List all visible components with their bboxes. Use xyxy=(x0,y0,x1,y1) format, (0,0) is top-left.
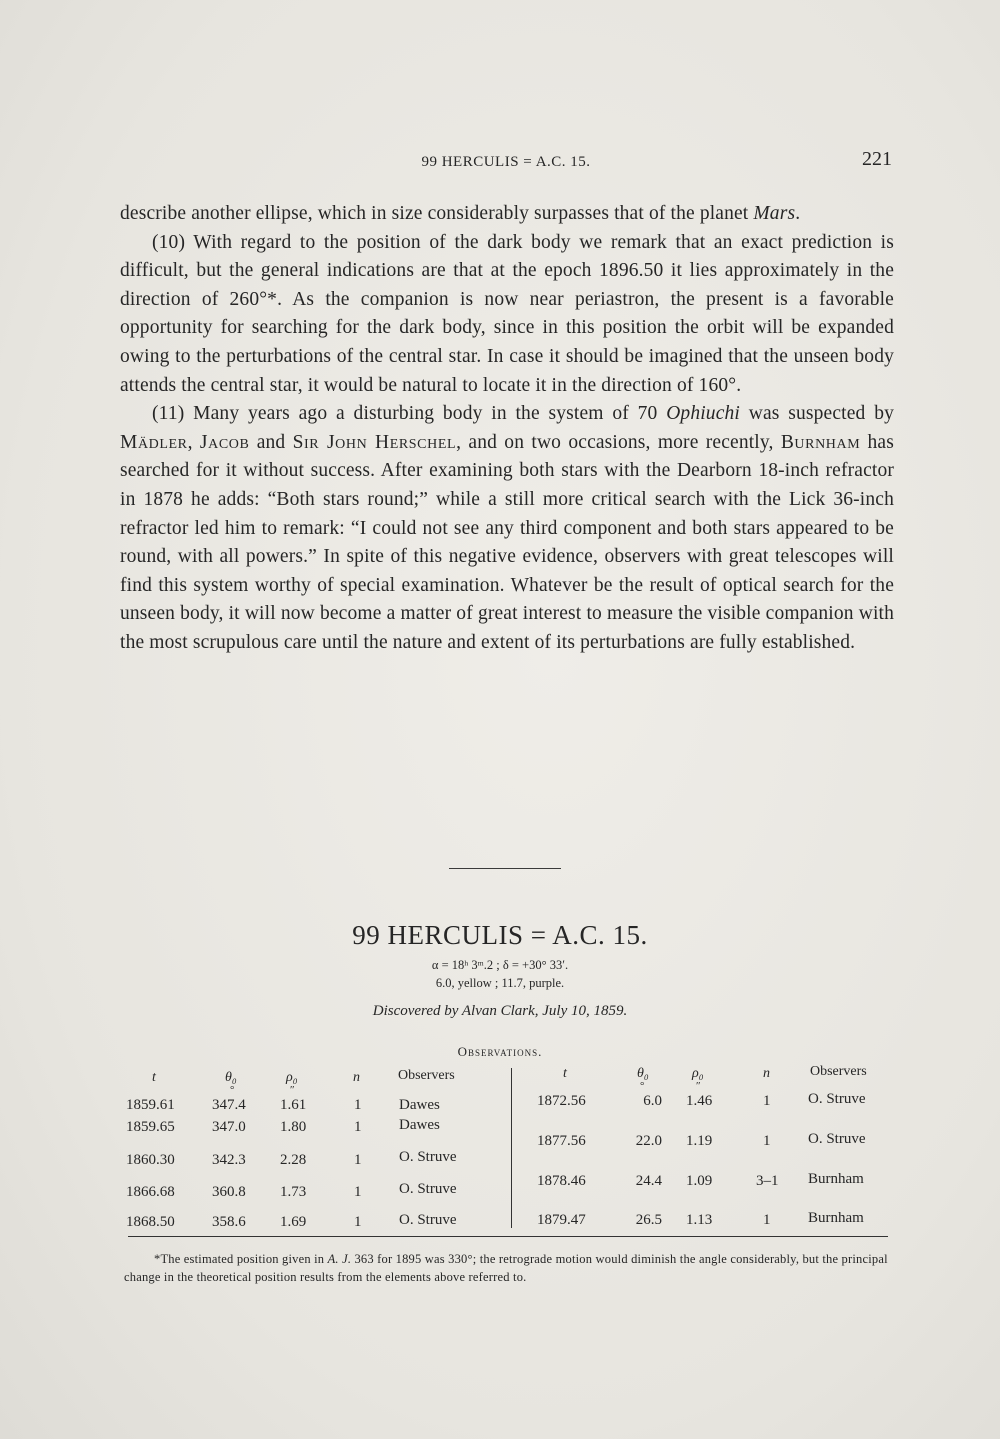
name-burnham: Burnham xyxy=(780,431,861,453)
unit-arcsec: ″ xyxy=(290,1084,295,1096)
paragraph-11-text-c: was suspected by xyxy=(748,403,895,425)
table-cell-t: 1877.56 xyxy=(537,1133,586,1149)
col-header-n-right: n xyxy=(763,1066,770,1081)
star-title: 99 HERCULIS = A.C. 15. xyxy=(352,920,648,950)
name-herschel: Sir John Herschel xyxy=(292,431,457,453)
table-cell-rho: 1.69 xyxy=(280,1214,307,1230)
discovery-note: Discovered by Alvan Clark, July 10, 1859. xyxy=(372,1003,628,1019)
table-cell-t: 1879.47 xyxy=(537,1212,586,1228)
col-header-rho: ρ₀ xyxy=(286,1070,298,1085)
section-divider-rule xyxy=(449,868,561,869)
name-madler: Mädler xyxy=(120,431,188,453)
table-cell-t: 1866.68 xyxy=(126,1184,175,1200)
footnote-rule xyxy=(128,1236,888,1237)
col-header-observers: Observers xyxy=(398,1068,455,1083)
mars-italic: Mars xyxy=(753,203,796,224)
table-cell-theta: 360.8 xyxy=(212,1184,246,1200)
table-cell-theta: 26.5 xyxy=(635,1212,662,1228)
name-jacob: Jacob xyxy=(199,431,250,453)
col-header-theta: θ₀ xyxy=(225,1070,237,1085)
journal-abbrev: A. J. xyxy=(327,1252,352,1266)
comma: , xyxy=(187,431,193,453)
table-cell-n: 1 xyxy=(354,1152,362,1168)
star-magnitudes: 6.0, yellow ; 11.7, purple. xyxy=(435,976,565,990)
table-cell-n: 1 xyxy=(763,1093,771,1109)
table-cell-t: 1868.50 xyxy=(126,1214,175,1230)
footnote-text-c: 363 for 1895 was 330°; the retrograde motion would diminish the angle considerably, but the principal change in the theoretical position results from the elements above referred to. xyxy=(124,1252,888,1284)
page-number: 221 xyxy=(862,148,892,170)
footnote-text xyxy=(124,1250,906,1286)
table-cell-theta: 347.4 xyxy=(212,1097,246,1113)
paragraph-11 xyxy=(120,400,894,657)
col-header-theta-right: θ₀ xyxy=(637,1066,649,1081)
paragraph-1-text: describe another ellipse, which in size considerably surpasses that of the planet xyxy=(120,203,749,224)
table-cell-rho: 1.61 xyxy=(280,1097,307,1113)
page-header xyxy=(120,148,892,178)
paragraph-11-text-a: (11) Many years ago a disturbing body in the system of 70 xyxy=(152,403,658,425)
table-cell-theta: 358.6 xyxy=(212,1214,246,1230)
table-cell-n: 3–1 xyxy=(756,1173,779,1189)
observations-heading: Observations. xyxy=(457,1044,543,1059)
table-cell-observer: O. Struve xyxy=(808,1131,866,1147)
paragraph-11-text-g: has searched for it without success. After examining both stars with the Dearborn 18-inch refractor in 1878 he adds: “Both stars round;” while a still more critical search with the Lick 36-inch refractor led him to remark: “I could not see any third component and both stars appeared to be round, with all powers.” In spite of this negative evidence, observers with great telescopes will find this system worthy of special examination. Whatever be the result of optical search for the unseen body, it will now become a matter of great interest to measure the visible companion with the most scrupulous care until the nature and extent of its perturbations are fully established. xyxy=(120,431,894,653)
table-cell-observer: O. Struve xyxy=(399,1212,457,1228)
table-cell-n: 1 xyxy=(763,1133,771,1149)
body-text xyxy=(120,200,894,658)
paragraph-11-text-f: , and on two occasions, more recently, xyxy=(456,431,774,453)
table-cell-observer: O. Struve xyxy=(399,1181,457,1197)
table-cell-rho: 2.28 xyxy=(280,1152,307,1168)
table-cell-theta: 342.3 xyxy=(212,1152,246,1168)
unit-arcsec-right: ″ xyxy=(696,1080,701,1092)
table-cell-n: 1 xyxy=(354,1184,362,1200)
table-cell-n: 1 xyxy=(354,1119,362,1135)
unit-degree-right: ° xyxy=(640,1080,645,1092)
table-cell-observer: O. Struve xyxy=(808,1091,866,1107)
col-header-t-right: t xyxy=(563,1066,567,1081)
conjunction-and: and xyxy=(256,431,286,453)
table-cell-theta: 24.4 xyxy=(635,1173,662,1189)
table-cell-t: 1859.65 xyxy=(126,1119,175,1135)
table-cell-rho: 1.80 xyxy=(280,1119,307,1135)
table-cell-rho: 1.09 xyxy=(686,1173,713,1189)
paragraph-10: (10) With regard to the position of the dark body we remark that an exact prediction is difficult, but the general indications are that at the epoch 1896.50 it lies approximately in the direction of 260°*. As the companion is now near periastron, the present is a favorable opportunity for searching for the dark body, since in this position the orbit will be expanded owing to the perturbations of the central star. In case it should be imagined that the unseen body attends the central star, it would be natural to locate it in the direction of 160°. xyxy=(120,231,894,396)
table-cell-n: 1 xyxy=(354,1214,362,1230)
paragraph-1-end: . xyxy=(795,203,801,224)
table-cell-observer: O. Struve xyxy=(399,1149,457,1165)
running-title: 99 HERCULIS = A.C. 15. xyxy=(421,154,591,170)
table-cell-n: 1 xyxy=(763,1212,771,1228)
table-cell-observer: Dawes xyxy=(399,1097,440,1113)
ophiuchi-italic: Ophiuchi xyxy=(666,403,740,425)
unit-degree: ° xyxy=(230,1084,235,1096)
table-cell-theta: 6.0 xyxy=(643,1093,662,1109)
table-cell-theta: 22.0 xyxy=(635,1133,662,1149)
footnote-text-a: *The estimated position given in xyxy=(154,1252,325,1266)
table-column-divider xyxy=(511,1068,512,1228)
paragraph-1 xyxy=(120,200,894,229)
table-cell-observer: Burnham xyxy=(808,1210,864,1226)
col-header-t: t xyxy=(152,1070,156,1085)
table-cell-t: 1859.61 xyxy=(126,1097,175,1113)
col-header-rho-right: ρ₀ xyxy=(692,1066,704,1081)
table-cell-rho: 1.13 xyxy=(686,1212,713,1228)
table-cell-t: 1860.30 xyxy=(126,1152,175,1168)
footnote xyxy=(124,1250,906,1286)
table-cell-theta: 347.0 xyxy=(212,1119,246,1135)
star-coordinates: α = 18ʰ 3ᵐ.2 ; δ = +30° 33′. xyxy=(431,958,569,972)
table-cell-rho: 1.19 xyxy=(686,1133,713,1149)
table-cell-rho: 1.73 xyxy=(280,1184,307,1200)
col-header-n: n xyxy=(353,1070,360,1085)
col-header-observers-right: Observers xyxy=(810,1064,867,1079)
table-cell-t: 1872.56 xyxy=(537,1093,586,1109)
table-cell-t: 1878.46 xyxy=(537,1173,586,1189)
table-cell-observer: Dawes xyxy=(399,1117,440,1133)
table-cell-n: 1 xyxy=(354,1097,362,1113)
table-cell-observer: Burnham xyxy=(808,1171,864,1187)
table-cell-rho: 1.46 xyxy=(686,1093,713,1109)
